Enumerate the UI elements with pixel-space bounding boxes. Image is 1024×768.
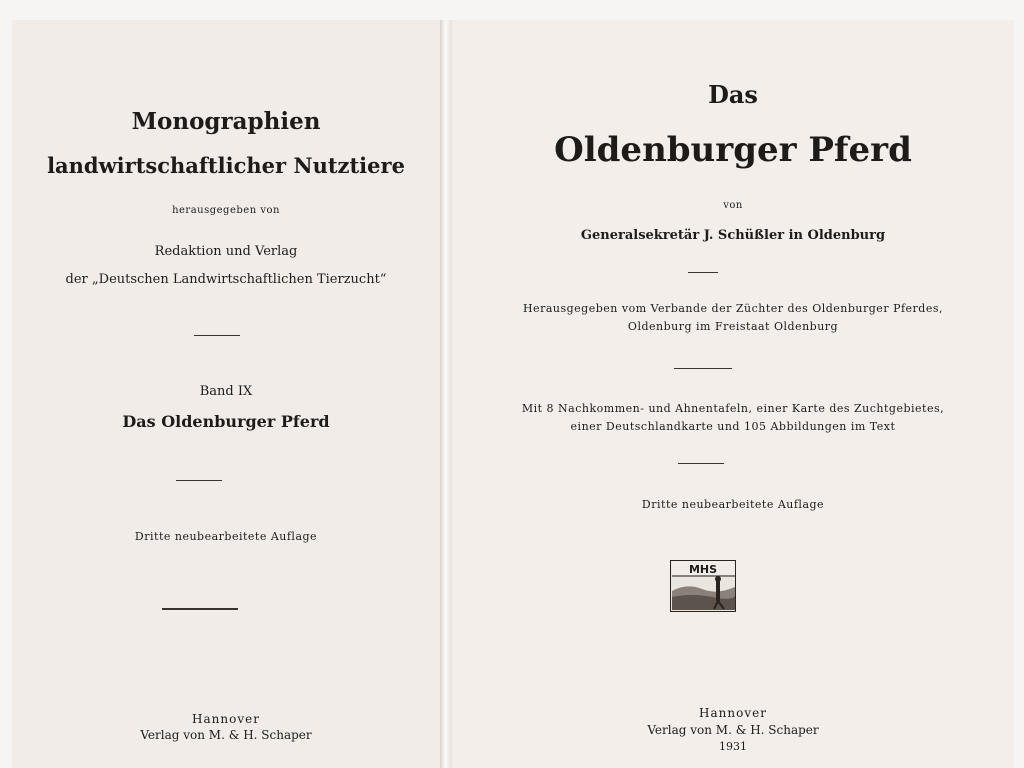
city: Hannover — [699, 706, 767, 720]
title-line2: Oldenburger Pferd — [554, 130, 912, 170]
series-title-line2: landwirtschaftlicher Nutztiere — [47, 153, 405, 178]
divider-rule — [688, 272, 718, 273]
edition-note: Dritte neubearbeitete Auflage — [134, 530, 318, 543]
by-line: von — [723, 200, 743, 211]
book-gutter — [440, 20, 452, 768]
divider-rule — [176, 480, 222, 481]
author: Generalsekretär J. Schüßler in Oldenburg — [580, 228, 886, 243]
issuer-line2: Oldenburg im Freistaat Oldenburg — [627, 320, 839, 333]
edition-note: Dritte neubearbeitete Auflage — [641, 498, 825, 511]
divider-rule — [678, 463, 724, 464]
editor-line2: der „Deutschen Landwirtschaftlichen Tierzucht“ — [65, 272, 387, 287]
divider-rule — [674, 368, 732, 369]
publisher: Verlag von M. & H. Schaper — [647, 723, 819, 737]
volume-title: Das Oldenburger Pferd — [122, 412, 330, 431]
contents-line2: einer Deutschlandkarte und 105 Abbildungen im Text — [570, 420, 896, 433]
title-line1: Das — [708, 80, 758, 109]
publication-year: 1931 — [719, 740, 747, 753]
editor-intro: herausgegeben von — [172, 205, 280, 216]
issuer-line1: Herausgegeben vom Verbande der Züchter des Oldenburger Pferdes, — [522, 302, 944, 315]
editor-line1: Redaktion und Verlag — [154, 244, 298, 259]
right-page — [452, 20, 1014, 768]
publisher-logo-icon — [670, 560, 736, 612]
left-page — [12, 20, 440, 768]
city: Hannover — [192, 712, 260, 726]
contents-line1: Mit 8 Nachkommen- und Ahnentafeln, einer Karte des Zuchtgebietes, — [521, 402, 945, 415]
logo-lettering: MHS — [688, 563, 717, 576]
divider-rule — [194, 335, 240, 336]
publisher: Verlag von M. & H. Schaper — [140, 728, 312, 742]
volume-number: Band IX — [199, 384, 253, 399]
divider-rule — [162, 608, 238, 610]
series-title-line1: Monographien — [131, 108, 321, 135]
